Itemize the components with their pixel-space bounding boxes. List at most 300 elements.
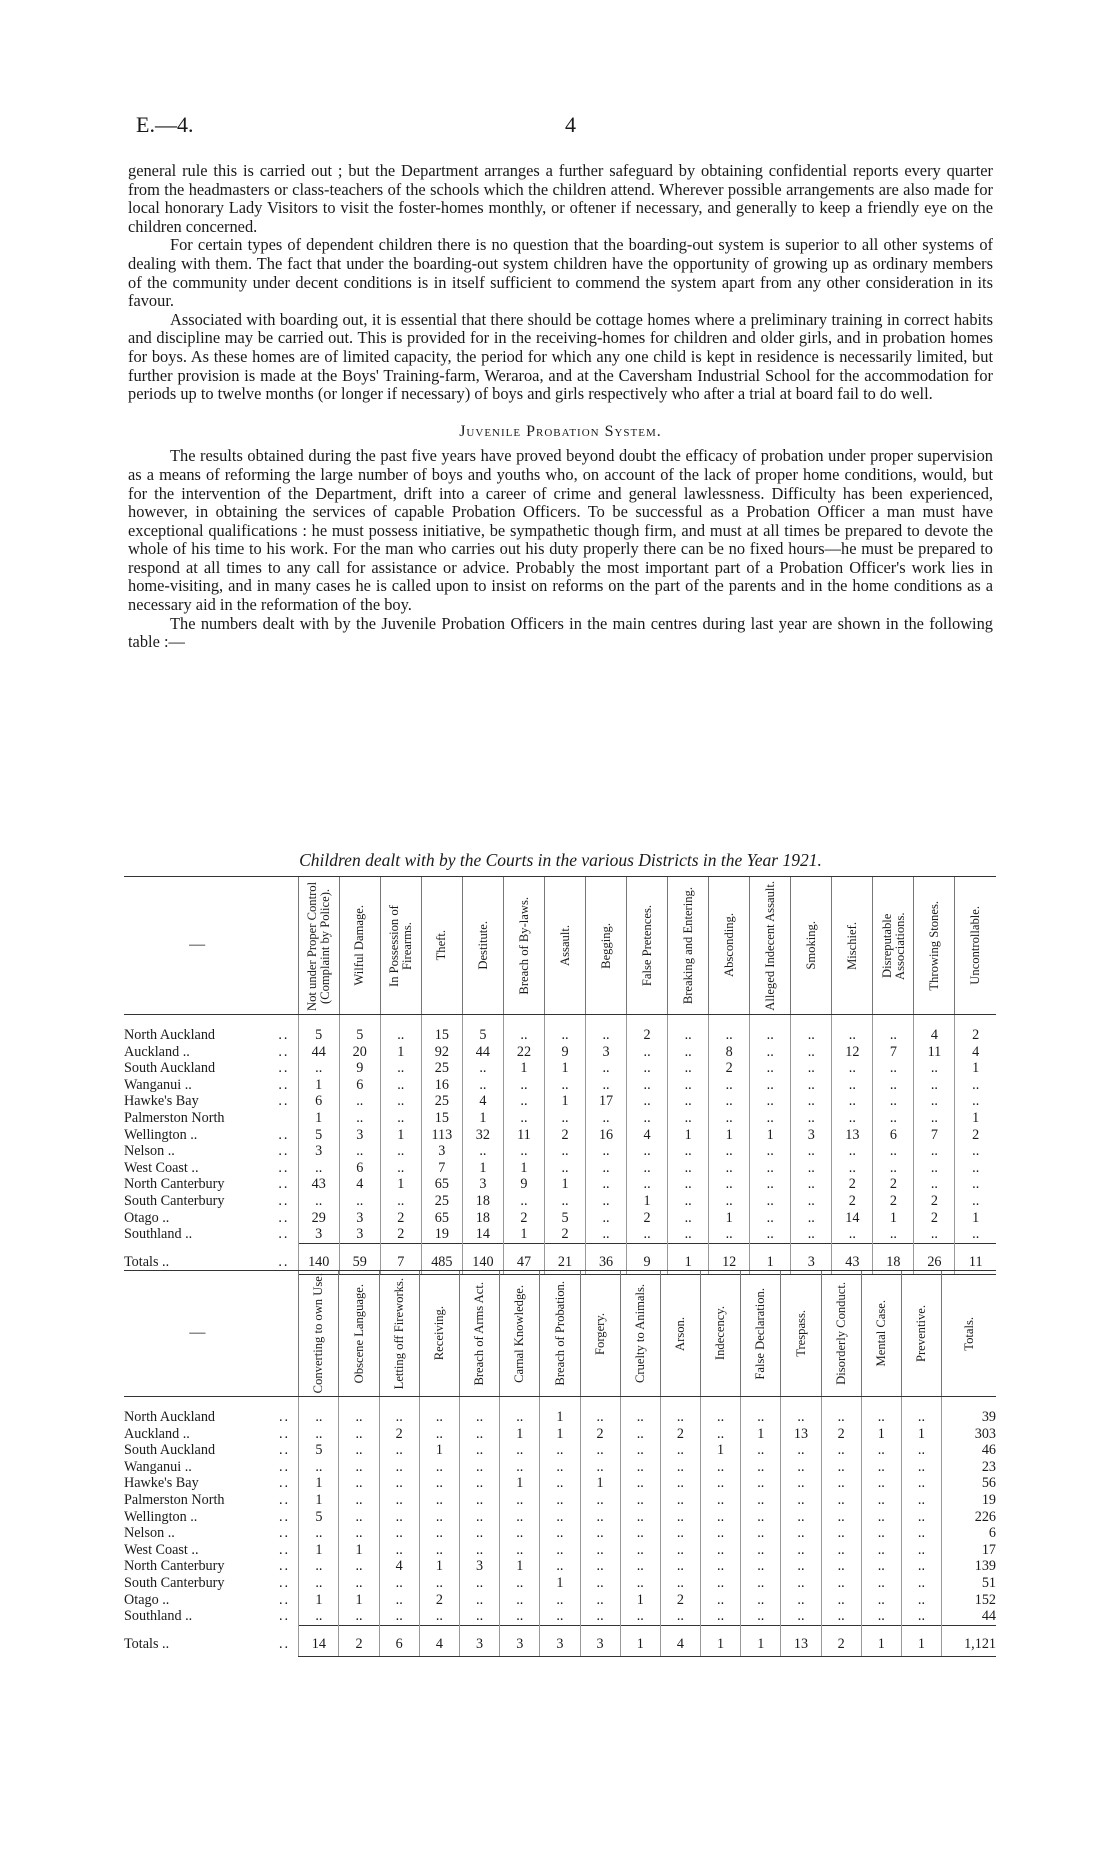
table-cell: 3 — [421, 1143, 462, 1160]
leader-dots: .. — [278, 1076, 290, 1093]
table-cell: .. — [459, 1442, 499, 1459]
table-cell: .. — [620, 1397, 660, 1426]
table-cell: .. — [339, 1558, 379, 1575]
table-cell: 6 — [339, 1160, 380, 1177]
table-cell: .. — [339, 1509, 379, 1526]
column-header-label: Smoking. — [803, 921, 818, 970]
total-cell: 1 — [750, 1243, 791, 1275]
column-header — [741, 1271, 781, 1397]
table-cell: 3 — [586, 1044, 627, 1061]
leader-dots: .. — [278, 1093, 290, 1110]
total-cell: 13 — [781, 1625, 821, 1657]
table-cell: 23 — [942, 1459, 996, 1476]
totals-row — [124, 1625, 996, 1657]
table-cell: .. — [379, 1509, 419, 1526]
table-cell: 2 — [660, 1426, 700, 1443]
table-cell: .. — [750, 1226, 791, 1243]
table-cell: .. — [821, 1592, 861, 1609]
table-cell: 1 — [419, 1442, 459, 1459]
district-name: Southland .. — [124, 1226, 193, 1243]
table-cell: .. — [709, 1093, 750, 1110]
table-cell: .. — [709, 1193, 750, 1210]
table-cell: .. — [299, 1397, 339, 1426]
table-cell: 2 — [627, 1210, 668, 1227]
table-cell: .. — [299, 1558, 339, 1575]
total-cell: 2 — [821, 1625, 861, 1657]
table-cell: .. — [791, 1093, 832, 1110]
table-cell: 43 — [298, 1176, 339, 1193]
column-header-label: Throwing Stones. — [927, 900, 942, 991]
table-cell: .. — [660, 1509, 700, 1526]
table-cell: .. — [459, 1509, 499, 1526]
table-cell: .. — [380, 1015, 421, 1044]
table-row — [124, 1176, 996, 1193]
district-name: North Auckland — [124, 1409, 216, 1425]
table-cell: .. — [503, 1110, 544, 1127]
table-cell: .. — [861, 1608, 901, 1625]
column-header-label: Letting off Fireworks. — [391, 1277, 406, 1390]
table-row — [124, 1193, 996, 1210]
table-cell: 29 — [298, 1210, 339, 1227]
table-cell: 1 — [901, 1426, 941, 1443]
table-cell: .. — [660, 1575, 700, 1592]
table-cell: 1 — [544, 1093, 585, 1110]
table-cell: .. — [544, 1110, 585, 1127]
column-header-label: Totals. — [961, 1316, 976, 1351]
table-cell: .. — [627, 1110, 668, 1127]
table-cell: .. — [540, 1442, 580, 1459]
table-cell: 226 — [942, 1509, 996, 1526]
table-cell: .. — [379, 1397, 419, 1426]
column-header — [339, 1271, 379, 1397]
table-cell: .. — [914, 1226, 955, 1243]
table-cell: 19 — [942, 1492, 996, 1509]
table-cell: .. — [379, 1608, 419, 1625]
table-cell: .. — [873, 1060, 914, 1077]
total-cell: 14 — [299, 1625, 339, 1657]
column-header-label: Theft. — [434, 930, 449, 961]
table-cell: 11 — [503, 1127, 544, 1144]
table-cell: 11 — [914, 1044, 955, 1061]
leader-dots — [270, 1110, 298, 1127]
leader-dots: .. — [278, 1027, 290, 1043]
table-cell: 2 — [379, 1426, 419, 1443]
column-header — [861, 1271, 901, 1397]
column-header-label: Obscene Language. — [351, 1283, 366, 1384]
table-cell: .. — [380, 1093, 421, 1110]
table-cell: 1 — [750, 1127, 791, 1144]
total-cell: 3 — [580, 1625, 620, 1657]
table-cell: 2 — [914, 1210, 955, 1227]
leader-dots: .. — [278, 1525, 291, 1542]
table-cell: 1 — [339, 1542, 379, 1559]
table-cell: .. — [832, 1015, 873, 1044]
table-cell: .. — [586, 1160, 627, 1177]
table-cell: .. — [955, 1226, 996, 1243]
paragraph: The numbers dealt with by the Juvenile Probation Officers in the main centres during last year are shown in the following table :— — [128, 613, 993, 652]
district-name: Wellington .. — [124, 1126, 198, 1143]
table-cell: 12 — [832, 1044, 873, 1061]
total-cell: 485 — [421, 1243, 462, 1275]
table-cell: 44 — [298, 1044, 339, 1061]
table-cell: .. — [901, 1558, 941, 1575]
table-cell: .. — [832, 1077, 873, 1094]
table-cell: .. — [861, 1592, 901, 1609]
table-cell: 1 — [299, 1542, 339, 1559]
table-cell: .. — [339, 1093, 380, 1110]
district-name: North Auckland — [124, 1027, 216, 1043]
table-cell: 1 — [299, 1492, 339, 1509]
table-cell: .. — [781, 1442, 821, 1459]
total-cell: 4 — [419, 1625, 459, 1657]
total-cell: 18 — [873, 1243, 914, 1275]
table-cell: .. — [299, 1426, 339, 1443]
table-cell: 2 — [380, 1226, 421, 1243]
table-cell: 25 — [421, 1093, 462, 1110]
table-cell: .. — [379, 1542, 419, 1559]
leader-dots: .. — [278, 1143, 290, 1160]
table-cell: 15 — [421, 1110, 462, 1127]
table-cell: .. — [500, 1608, 540, 1625]
table-cell: .. — [586, 1193, 627, 1210]
table-row — [124, 1525, 996, 1542]
column-header-label: Mischief. — [844, 921, 859, 970]
table-cell: .. — [544, 1193, 585, 1210]
table-cell: 1 — [500, 1475, 540, 1492]
table-cell: .. — [627, 1093, 668, 1110]
report-code: E.—4. — [136, 112, 194, 137]
table-cell: 1 — [380, 1044, 421, 1061]
district-name: Auckland .. — [124, 1425, 190, 1442]
table-cell: .. — [379, 1592, 419, 1609]
table-cell: .. — [781, 1575, 821, 1592]
stub-dash: — — [189, 1324, 206, 1342]
table-row — [124, 1397, 996, 1426]
leader-dots: .. — [278, 1635, 291, 1652]
table-cell: .. — [914, 1110, 955, 1127]
table-cell: .. — [861, 1509, 901, 1526]
total-cell: 1 — [901, 1625, 941, 1657]
column-header — [660, 1271, 700, 1397]
table-cell: 19 — [421, 1226, 462, 1243]
table-cell: .. — [462, 1143, 503, 1160]
column-header — [544, 877, 585, 1015]
table-cell: 9 — [544, 1044, 585, 1061]
table-cell: 8 — [709, 1044, 750, 1061]
table-cell: 113 — [421, 1127, 462, 1144]
district-name: Wanganui .. — [124, 1076, 192, 1093]
table-cell: .. — [821, 1542, 861, 1559]
table-cell: .. — [901, 1442, 941, 1459]
table-cell: .. — [750, 1077, 791, 1094]
table-cell: 46 — [942, 1442, 996, 1459]
table-row — [124, 1542, 996, 1559]
table-cell: .. — [298, 1160, 339, 1177]
table-cell: 6 — [298, 1093, 339, 1110]
total-cell: 2 — [339, 1625, 379, 1657]
district-name: West Coast .. — [124, 1159, 199, 1176]
table-cell: .. — [627, 1077, 668, 1094]
table-cell: .. — [861, 1525, 901, 1542]
table-cell: .. — [500, 1575, 540, 1592]
table-cell: .. — [791, 1143, 832, 1160]
table-cell: .. — [701, 1575, 741, 1592]
table-cell: 1 — [741, 1426, 781, 1443]
table-cell: .. — [660, 1397, 700, 1426]
column-header-label: False Declaration. — [753, 1287, 768, 1380]
table-cell: .. — [750, 1044, 791, 1061]
district-name: Nelson .. — [124, 1525, 175, 1542]
table-cell: 6 — [942, 1525, 996, 1542]
table-cell: .. — [660, 1492, 700, 1509]
table-cell: .. — [791, 1160, 832, 1177]
table-cell: .. — [901, 1608, 941, 1625]
table-cell: .. — [380, 1160, 421, 1177]
table-cell: 1 — [540, 1575, 580, 1592]
column-header — [832, 877, 873, 1015]
leader-dots: .. — [278, 1043, 290, 1060]
table-cell: .. — [660, 1542, 700, 1559]
table-cell: .. — [627, 1226, 668, 1243]
table-cell: .. — [627, 1176, 668, 1193]
column-header — [781, 1271, 821, 1397]
table-cell: 65 — [421, 1210, 462, 1227]
table-cell: 16 — [586, 1127, 627, 1144]
table-cell: .. — [586, 1176, 627, 1193]
table-cell: .. — [462, 1060, 503, 1077]
table-cell: .. — [503, 1015, 544, 1044]
table-cell: 1 — [580, 1475, 620, 1492]
table-cell: 1 — [668, 1127, 709, 1144]
table-cell: .. — [791, 1015, 832, 1044]
table-cell: 7 — [873, 1044, 914, 1061]
column-header-label: False Pretences. — [639, 904, 654, 987]
table-cell: .. — [544, 1143, 585, 1160]
table-cell: 5 — [544, 1210, 585, 1227]
district-name: Southland .. — [124, 1608, 193, 1625]
table-cell: .. — [955, 1143, 996, 1160]
table-cell: 15 — [421, 1015, 462, 1044]
table-cell: .. — [620, 1475, 660, 1492]
table-cell: 1 — [299, 1592, 339, 1609]
table-cell: .. — [419, 1459, 459, 1476]
table-cell: .. — [750, 1093, 791, 1110]
table-row — [124, 1077, 996, 1094]
table-cell: .. — [580, 1542, 620, 1559]
leader-dots: .. — [278, 1209, 290, 1226]
table-cell: .. — [701, 1397, 741, 1426]
totals-label: Totals .. — [124, 1635, 170, 1652]
table-row — [124, 1558, 996, 1575]
table-cell: .. — [781, 1459, 821, 1476]
table-cell: .. — [419, 1475, 459, 1492]
table-cell: .. — [379, 1575, 419, 1592]
table-row — [124, 1475, 996, 1492]
column-header — [298, 877, 339, 1015]
table-row — [124, 1210, 996, 1227]
column-header — [503, 877, 544, 1015]
table-cell: .. — [701, 1542, 741, 1559]
table-cell: 1 — [540, 1397, 580, 1426]
district-name: Otago .. — [124, 1209, 170, 1226]
table-cell: .. — [586, 1226, 627, 1243]
table-row — [124, 1442, 996, 1459]
table-cell: .. — [821, 1492, 861, 1509]
table-cell: .. — [500, 1525, 540, 1542]
total-cell: 1 — [620, 1625, 660, 1657]
total-cell: 26 — [914, 1243, 955, 1275]
leader-dots: .. — [278, 1176, 290, 1193]
table-cell: 2 — [580, 1426, 620, 1443]
table-cell: .. — [379, 1442, 419, 1459]
table-cell: .. — [741, 1459, 781, 1476]
table-cell: .. — [586, 1077, 627, 1094]
table-cell: .. — [660, 1442, 700, 1459]
table-caption: Children dealt with by the Courts in the various Districts in the Year 1921. — [299, 850, 822, 870]
leader-dots: .. — [278, 1491, 291, 1508]
district-name: Palmerston North — [124, 1491, 225, 1508]
page-number: 4 — [565, 112, 576, 137]
table-cell: .. — [832, 1110, 873, 1127]
table-cell: .. — [709, 1226, 750, 1243]
table-cell: .. — [873, 1226, 914, 1243]
table-cell: 1 — [503, 1060, 544, 1077]
table-cell: .. — [873, 1160, 914, 1177]
table-cell: .. — [620, 1558, 660, 1575]
district-name: South Auckland — [124, 1060, 216, 1077]
table-cell: .. — [379, 1459, 419, 1476]
table-cell: .. — [459, 1475, 499, 1492]
table-cell: .. — [781, 1525, 821, 1542]
table-cell: 1 — [380, 1176, 421, 1193]
table-cell: .. — [709, 1143, 750, 1160]
column-header-label: Carnal Knowledge. — [512, 1284, 527, 1383]
table-cell: .. — [620, 1608, 660, 1625]
table-cell: .. — [741, 1509, 781, 1526]
table-cell: 22 — [503, 1044, 544, 1061]
table-cell: .. — [668, 1015, 709, 1044]
table-cell: .. — [459, 1575, 499, 1592]
district-name: Hawke's Bay — [124, 1093, 199, 1110]
table-cell: 14 — [832, 1210, 873, 1227]
table-cell: .. — [586, 1110, 627, 1127]
total-cell: 3 — [540, 1625, 580, 1657]
table-cell: .. — [955, 1077, 996, 1094]
column-header — [750, 877, 791, 1015]
column-header — [668, 877, 709, 1015]
table-cell: .. — [544, 1015, 585, 1044]
table-cell: .. — [861, 1475, 901, 1492]
table-cell: .. — [339, 1426, 379, 1443]
table-cell: .. — [620, 1509, 660, 1526]
table-cell: .. — [299, 1608, 339, 1625]
table-cell: 4 — [955, 1044, 996, 1061]
table-cell: .. — [791, 1176, 832, 1193]
column-header — [620, 1271, 660, 1397]
column-header — [500, 1271, 540, 1397]
table-cell: 1 — [861, 1426, 901, 1443]
table-cell: .. — [540, 1542, 580, 1559]
table-cell: .. — [459, 1459, 499, 1476]
table-cell: 6 — [339, 1077, 380, 1094]
table-cell: .. — [791, 1110, 832, 1127]
column-header-label: Cruelty to Animals. — [632, 1284, 647, 1383]
column-header-label: Begging. — [598, 922, 613, 969]
table-cell: .. — [821, 1509, 861, 1526]
table-row — [124, 1492, 996, 1509]
table-cell: 3 — [339, 1127, 380, 1144]
table-cell: .. — [660, 1525, 700, 1542]
table-cell: .. — [540, 1592, 580, 1609]
leader-dots: .. — [278, 1192, 290, 1209]
leader-dots: .. — [278, 1591, 291, 1608]
stub-header — [124, 1271, 271, 1397]
table-cell: .. — [668, 1060, 709, 1077]
table-cell: .. — [701, 1459, 741, 1476]
table-cell: 32 — [462, 1127, 503, 1144]
total-cell: 1 — [701, 1625, 741, 1657]
column-header-label: Receiving. — [432, 1306, 446, 1361]
table-cell: .. — [380, 1110, 421, 1127]
table-cell: 2 — [709, 1060, 750, 1077]
leader-dots: .. — [278, 1475, 291, 1492]
table-cell: .. — [586, 1210, 627, 1227]
column-header-label: Breach of Probation. — [552, 1281, 567, 1386]
total-cell: 3 — [500, 1625, 540, 1657]
table-cell: 51 — [942, 1575, 996, 1592]
district-name: Auckland .. — [124, 1043, 190, 1060]
table-cell: .. — [668, 1176, 709, 1193]
table-cell: 92 — [421, 1044, 462, 1061]
table-cell: .. — [339, 1475, 379, 1492]
table-row — [124, 1459, 996, 1476]
table-cell: .. — [419, 1525, 459, 1542]
table-cell: 1 — [462, 1110, 503, 1127]
table-cell: .. — [791, 1210, 832, 1227]
leader-dots: .. — [278, 1458, 291, 1475]
table-cell: .. — [781, 1475, 821, 1492]
table-cell: .. — [540, 1558, 580, 1575]
column-header — [901, 1271, 941, 1397]
leader-dots: .. — [278, 1541, 291, 1558]
paragraph: The results obtained during the past five years have proved beyond doubt the efficacy of probation under proper supervision as a means of reforming the large number of boys and youths who, on account of the lack of proper home conditions, would, but for the intervention of the Department, drift into a career of crime and general lawlessness. Difficulty has been experienced, however, in obtaining the services of capable Probation Officers. To be successful as a Probation Officer a man must have exceptional qualifications : he must possess initiative, be sympathetic though firm, and must at all times be prepared to devote the whole of his time to his work. For the man who carries out his duty properly there can be no fixed hours—he must be prepared to respond at all times to any call for assistance or advice. Probably the most important part of a Probation Officer's work lies in home-visiting, and in many cases he is called upon to insist on reforms on the part of the parents and in the home conditions as a necessary aid in the reformation of the boy. — [128, 446, 993, 615]
table-cell: 1 — [544, 1176, 585, 1193]
table-cell: .. — [580, 1575, 620, 1592]
table-cell: .. — [668, 1110, 709, 1127]
table-cell: .. — [914, 1176, 955, 1193]
table-cell: 5 — [298, 1015, 339, 1044]
table-row — [124, 1015, 996, 1044]
table-cell: 44 — [462, 1044, 503, 1061]
leader-header — [270, 877, 298, 1015]
table-cell: .. — [500, 1459, 540, 1476]
table-cell: .. — [832, 1093, 873, 1110]
table-cell: .. — [503, 1093, 544, 1110]
table-cell: .. — [419, 1426, 459, 1443]
total-cell: 9 — [627, 1243, 668, 1275]
table-cell: .. — [660, 1475, 700, 1492]
table-cell: .. — [299, 1525, 339, 1542]
column-header — [462, 877, 503, 1015]
column-header — [821, 1271, 861, 1397]
table-cell: 3 — [462, 1176, 503, 1193]
column-header — [955, 877, 996, 1015]
table-cell: .. — [861, 1575, 901, 1592]
table-cell: .. — [298, 1060, 339, 1077]
column-header-label: Disorderly Conduct. — [833, 1282, 848, 1385]
table-cell: 2 — [873, 1176, 914, 1193]
table-cell: .. — [540, 1492, 580, 1509]
